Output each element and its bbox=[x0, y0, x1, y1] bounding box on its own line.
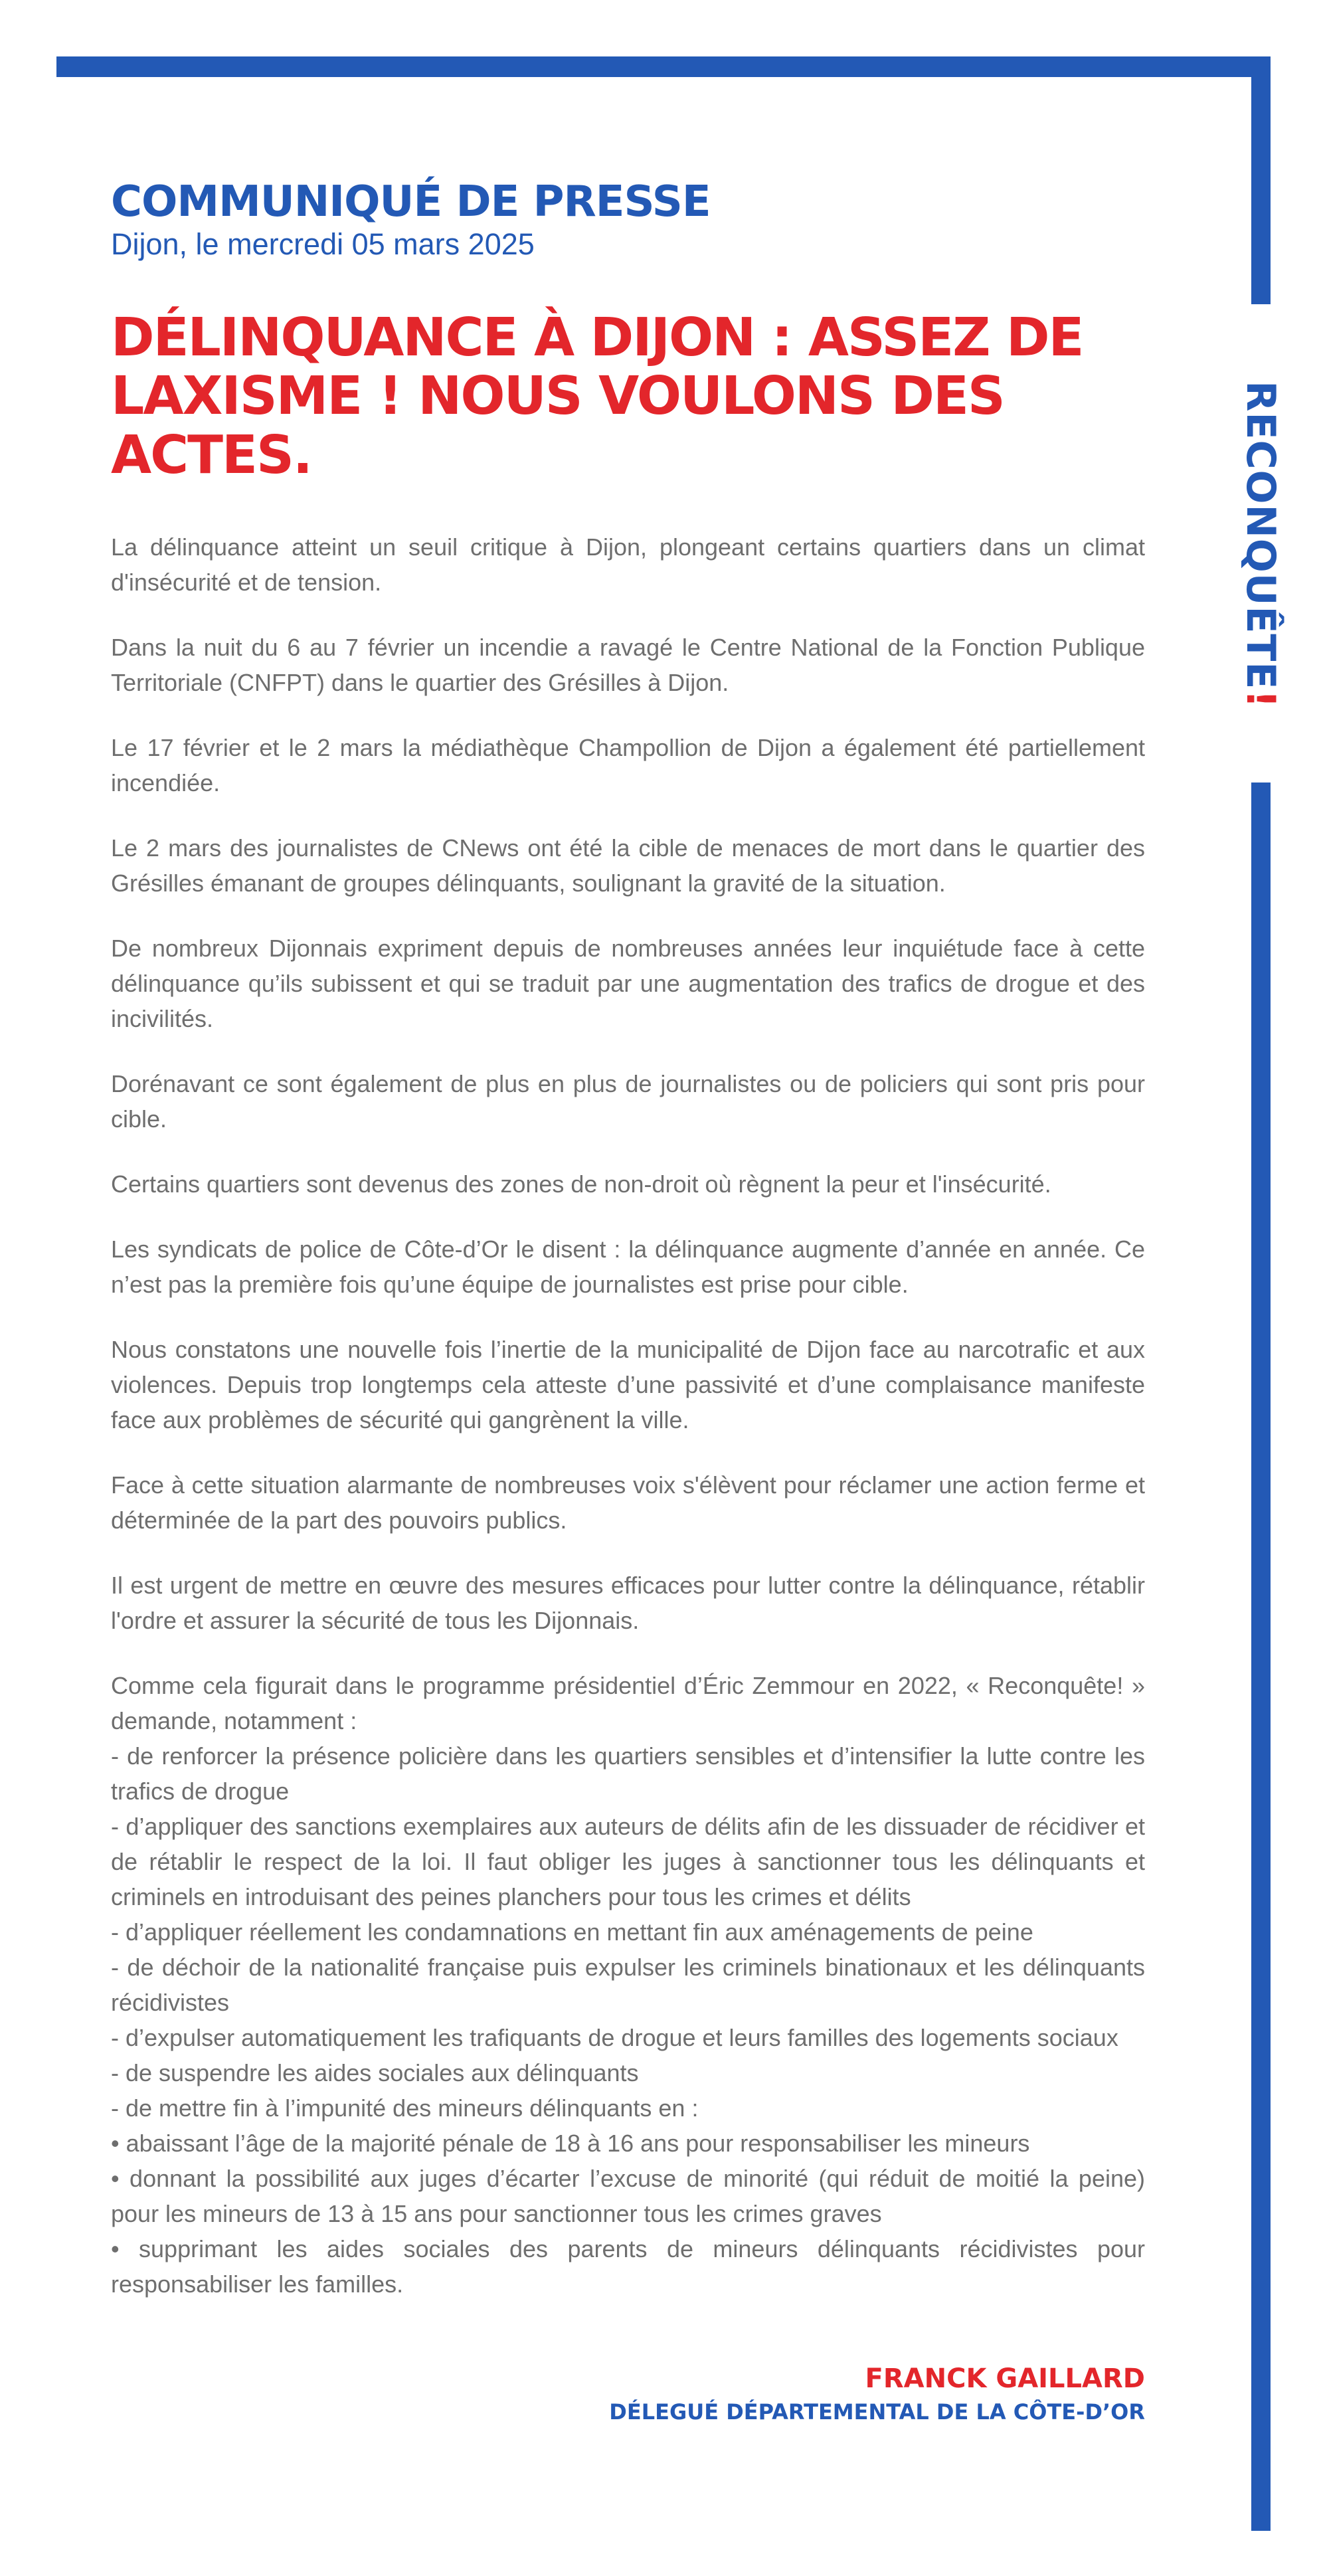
document-type: COMMUNIQUÉ DE PRESSE bbox=[111, 177, 711, 227]
paragraph: Il est urgent de mettre en œuvre des mesures efficaces pour lutter contre la délinquance, rétablir l'ordre et assurer la sécurité de tous les Dijonnais. bbox=[111, 1572, 1145, 1635]
program-intro: Comme cela figurait dans le programme présidentiel d’Éric Zemmour en 2022, « Reconquête! » demande, notamment : bbox=[111, 1672, 1145, 1735]
program-item: - de suspendre les aides sociales aux délinquants bbox=[111, 2059, 639, 2087]
paragraph: Nous constatons une nouvelle fois l’inertie de la municipalité de Dijon face au narcotrafic et aux violences. Depuis trop longtemps cela atteste d’une passivité et d’une complaisance manifeste face aux problèmes de sécurité qui gangrènent la ville. bbox=[111, 1336, 1145, 1434]
frame-top-bar bbox=[56, 56, 1271, 77]
frame-right-bar-lower bbox=[1251, 782, 1271, 2531]
paragraph: Certains quartiers sont devenus des zones de non-droit où règnent la peur et l'insécurité. bbox=[111, 1170, 1051, 1198]
paragraph: Dorénavant ce sont également de plus en plus de journalistes ou de policiers qui sont pris pour cible. bbox=[111, 1070, 1145, 1133]
program-item: - de mettre fin à l’impunité des mineurs délinquants en : bbox=[111, 2094, 699, 2122]
paragraph: Dans la nuit du 6 au 7 février un incendie a ravagé le Centre National de la Fonction Publique Territoriale (CNFPT) dans le quartier des Grésilles à Dijon. bbox=[111, 634, 1145, 697]
headline: DÉLINQUANCE À DIJON : ASSEZ DE LAXISME ! NOUS VOULONS DES ACTES. bbox=[111, 306, 1083, 486]
paragraph: Le 17 février et le 2 mars la médiathèque Champollion de Dijon a également été partiellement incendiée. bbox=[111, 734, 1145, 797]
program-item: - de déchoir de la nationalité française puis expulser les criminels binationaux et les délinquants récidivistes bbox=[111, 1954, 1145, 2017]
program-item: - d’appliquer réellement les condamnations en mettant fin aux aménagements de peine bbox=[111, 1918, 1033, 1946]
paragraph: Le 2 mars des journalistes de CNews ont été la cible de menaces de mort dans le quartier des Grésilles émanant de groupes délinquants, soulignant la gravité de la situation. bbox=[111, 834, 1145, 897]
reconquete-logo bbox=[1237, 381, 1284, 708]
dateline: Dijon, le mercredi 05 mars 2025 bbox=[111, 227, 535, 262]
signature-block bbox=[111, 2361, 1145, 2428]
paragraph: De nombreux Dijonnais expriment depuis de nombreuses années leur inquiétude face à cette délinquance qu’ils subissent et qui se traduit par une augmentation des trafics de drogue et des incivilités. bbox=[111, 935, 1145, 1033]
program-subitem: • donnant la possibilité aux juges d’écarter l’excuse de minorité (qui réduit de moitié la peine) pour les mineurs de 13 à 15 ans pour sanctionner tous les crimes graves bbox=[111, 2165, 1145, 2228]
paragraph: Face à cette situation alarmante de nombreuses voix s'élèvent pour réclamer une action ferme et déterminée de la part des pouvoirs publics. bbox=[111, 1471, 1145, 1534]
paragraph: Les syndicats de police de Côte-d’Or le disent : la délinquance augmente d’année en année. Ce n’est pas la première fois qu’une équipe de journalistes est prise pour cible. bbox=[111, 1236, 1145, 1299]
paragraph: La délinquance atteint un seuil critique à Dijon, plongeant certains quartiers dans un climat d'insécurité et de tension. bbox=[111, 533, 1145, 597]
press-release bbox=[111, 179, 1145, 2428]
signatory-role: DÉLEGUÉ DÉPARTEMENTAL DE LA CÔTE-D’OR bbox=[609, 2399, 1145, 2425]
logo-exclamation: ! bbox=[1237, 690, 1284, 709]
program-item: - de renforcer la présence policière dans les quartiers sensibles et d’intensifier la lutte contre les trafics de drogue bbox=[111, 1742, 1145, 1805]
program-subitem: • supprimant les aides sociales des parents de mineurs délinquants récidivistes pour responsabiliser les familles. bbox=[111, 2235, 1145, 2298]
program-item: - d’appliquer des sanctions exemplaires aux auteurs de délits afin de les dissuader de récidiver et de rétablir le respect de la loi. Il faut obliger les juges à sanctionner tous les délinquants et criminels en introduisant des peines planchers pour tous les crimes et délits bbox=[111, 1813, 1145, 1911]
article-body bbox=[111, 529, 1145, 2302]
frame-right-bar-upper bbox=[1251, 56, 1271, 304]
program-demands bbox=[111, 1668, 1145, 2302]
logo-wordmark: RECONQUÊTE bbox=[1237, 381, 1284, 690]
signatory-name: FRANCK GAILLARD bbox=[865, 2363, 1145, 2395]
program-subitem: • abaissant l’âge de la majorité pénale de 18 à 16 ans pour responsabiliser les mineurs bbox=[111, 2130, 1030, 2158]
program-item: - d’expulser automatiquement les trafiquants de drogue et leurs familles des logements sociaux bbox=[111, 2024, 1118, 2052]
